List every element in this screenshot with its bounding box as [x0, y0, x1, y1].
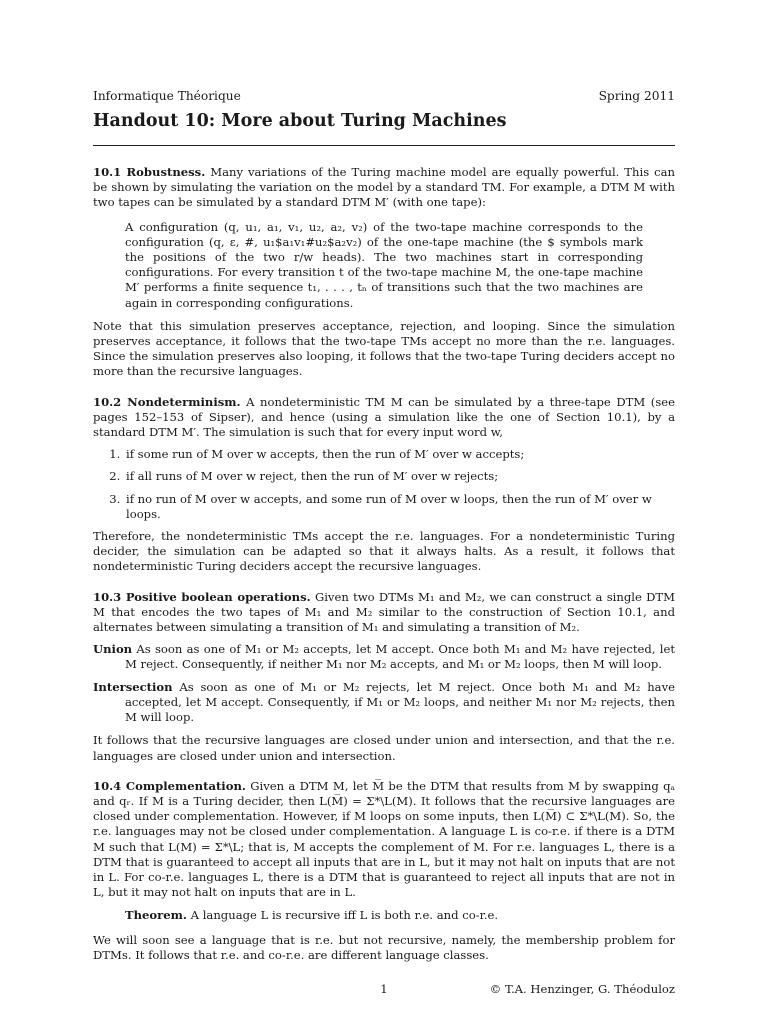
section-text: Given two DTMs M₁ and M₂, we can construct a single DTM M that encodes the two tapes of M₁ and M₂ similar to the construction of Section 10.1, and alternates between simulating a transition of M₁ and simulating a transition of M₂. — [93, 589, 676, 635]
section-nondeterminism — [93, 395, 675, 575]
theorem-text: A language L is recursive iff L is both r.e. and co-r.e. — [190, 908, 499, 923]
term: Spring 2011 — [598, 89, 675, 103]
title-rule — [93, 145, 675, 146]
configuration-quote: A configuration (q, u₁, a₁, v₁, u₂, a₂, v₂) of the two-tape machine corresponds to the configuration (q, ε, #, u₁$a₁v₁#u₂$a₂v₂) of the one-tape machine (the $ symbols mark the positions of the two r/w heads). The two machines start in corresponding configurations. For every transition t of the two-tape machine M, the one-tape machine M′ performs a finite sequence t₁, . . . , tₙ of transitions such that the two machines are again in corresponding configurations. — [125, 219, 643, 310]
nondeterminism-outro: Therefore, the nondeterministic TMs accept the r.e. languages. For a nondeterministic Turing decider, the simulation can be adapted so that it always halts. As a result, it follows that nondeterministic Turing deciders accept the recursive languages. — [93, 529, 675, 574]
complementation-outro: We will soon see a language that is r.e. but not recursive, namely, the membership problem for DTMs. It follows that r.e. and co-r.e. are different language classes. — [93, 932, 675, 962]
theorem-label: Theorem. — [125, 908, 187, 923]
page-number: 1 — [380, 982, 388, 996]
list-item: 3. if no run of M over w accepts, and some run of M over w loops, then the run of M′ over w loops. — [124, 492, 675, 522]
section-text: Given a DTM M, let M̅ be the DTM that results from M by swapping qₐ and qᵣ. If M is a Turing decider, then L(M̅) = Σ*\L(M). It follows that the recursive languages are closed under complementation. However, if M loops on some inputs, then L(M̅) ⊂ Σ*\L(M). So, the r.e. languages may not be closed under complementation. A language L is co-r.e. if there is a DTM M such that L(M) = Σ*\L; that is, M accepts the complement of M. For r.e. languages L, there is a DTM that is guaranteed to accept all inputs that are in L, but it may not halt on inputs that are not in L. For co-r.e. languages L, there is a DTM that is guaranteed to reject all inputs that are not in L, but it may not halt on inputs that are in L. — [93, 778, 675, 900]
section-title: 10.3 Positive boolean operations. — [93, 589, 311, 604]
intersection-definition — [93, 680, 675, 726]
theorem — [125, 908, 643, 923]
intersection-text: As soon as one of M₁ or M₂ rejects, let M reject. Once both M₁ and M₂ have accepted, let M accept. Consequently, if M₁ or M₂ loops, and neither M₁ nor M₂ rejects, then M will loop. — [125, 679, 676, 725]
robustness-note: Note that this simulation preserves acceptance, rejection, and looping. Since the simulation preserves acceptance, it follows that the two-tape TMs accept no more than the r.e. languages. Since the simulation preserves also looping, it follows that the two-tape Turing deciders accept no more than the recursive languages. — [93, 318, 675, 379]
page-footer — [93, 982, 675, 998]
section-title: 10.4 Complementation. — [93, 778, 246, 793]
list-item: 2. if all runs of M over w reject, then the run of M′ over w rejects; — [124, 469, 675, 484]
section-title: 10.1 Robustness. — [93, 165, 206, 179]
intersection-term: Intersection — [93, 679, 173, 694]
copyright: © T.A. Henzinger, G. Théoduloz — [489, 982, 675, 996]
section-text: Many variations of the Turing machine model are equally powerful. This can be shown by simulating the variation on the model by a standard TM. For example, a DTM M with two tapes can be simulated by a standard DTM M′ (with one tape): — [93, 165, 675, 210]
section-robustness — [93, 165, 675, 380]
complementation-body — [93, 779, 675, 901]
running-header — [93, 88, 675, 104]
section-complementation — [93, 779, 675, 963]
nondeterminism-intro — [93, 395, 675, 441]
document-page — [93, 88, 675, 963]
robustness-intro — [93, 165, 675, 211]
course-name: Informatique Théorique — [93, 89, 241, 103]
section-boolean-operations — [93, 590, 675, 764]
union-text: As soon as one of M₁ or M₂ accepts, let M accept. Once both M₁ and M₂ have rejected, let M reject. Consequently, if neither M₁ nor M₂ accepts, and M₁ or M₂ loops, then M will loop. — [125, 642, 676, 672]
boolean-outro: It follows that the recursive languages are closed under union and intersection, and that the r.e. languages are closed under union and intersection. — [93, 733, 675, 763]
handout-title: Handout 10: More about Turing Machines — [93, 111, 507, 131]
union-definition — [93, 642, 675, 672]
section-text: A nondeterministic TM M can be simulated by a three-tape DTM (see pages 152–153 of Sipser), and hence (using a simulation like the one of Section 10.1), by a standard DTM M′. The simulation is such that for every input word w, — [93, 394, 675, 440]
boolean-intro — [93, 590, 675, 636]
simulation-cases — [93, 447, 675, 522]
section-title: 10.2 Nondeterminism. — [93, 394, 241, 409]
list-item: 1. if some run of M over w accepts, then the run of M′ over w accepts; — [124, 447, 675, 462]
union-term: Union — [93, 642, 133, 657]
